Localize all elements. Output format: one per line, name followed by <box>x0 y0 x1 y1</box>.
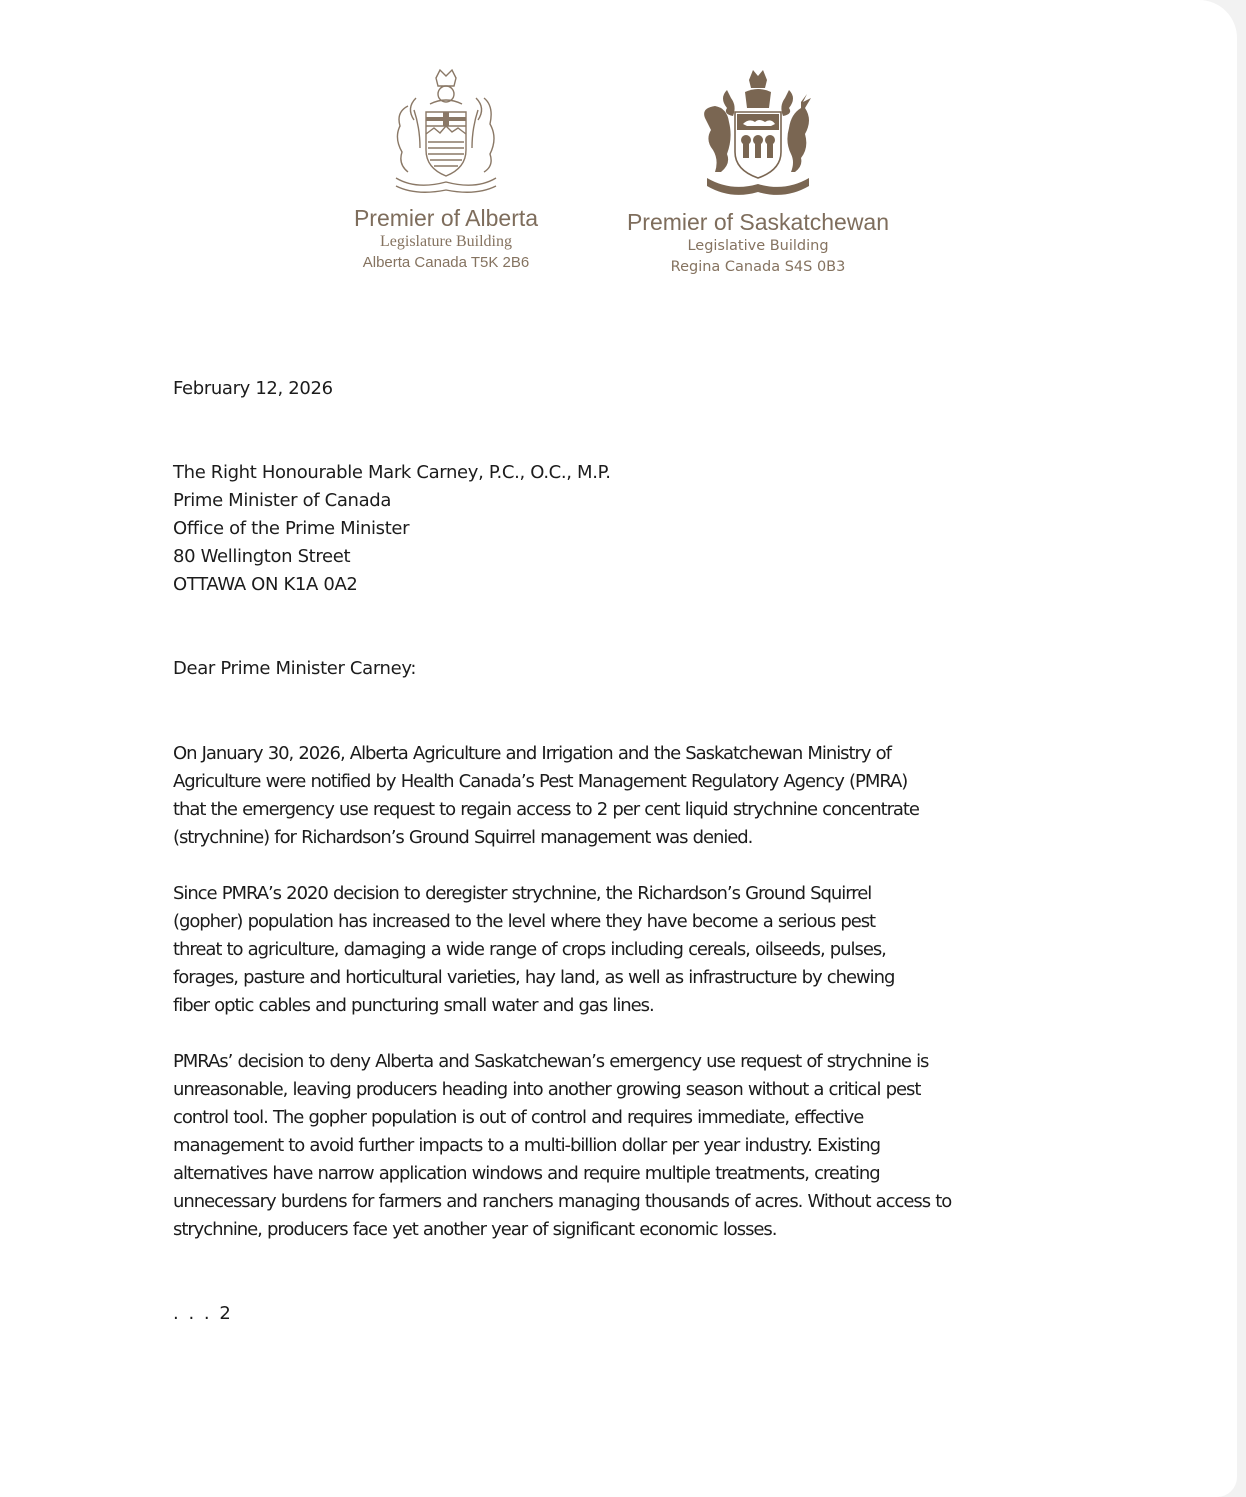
saskatchewan-coat-of-arms-icon <box>697 68 819 200</box>
date-text: February 12, 2026 <box>173 378 333 399</box>
paragraph-1 <box>173 740 919 852</box>
alberta-address: Alberta Canada T5K 2B6 <box>362 254 530 271</box>
saskatchewan-address: Regina Canada S4S 0B3 <box>670 259 846 275</box>
paragraph-2 <box>173 880 894 1020</box>
paragraph-line: strychnine, producers face yet another year of significant economic losses. <box>173 1219 777 1240</box>
recipient-address <box>173 459 611 599</box>
recipient-line: OTTAWA ON K1A 0A2 <box>173 574 358 595</box>
paragraph-line: PMRAs’ decision to deny Alberta and Saskatchewan’s emergency use request of strychnine is <box>173 1051 929 1072</box>
alberta-coat-of-arms-icon <box>386 68 506 196</box>
paragraph-line: control tool. The gopher population is out of control and requires immediate, effective <box>173 1107 864 1128</box>
paragraph-line: alternatives have narrow application windows and require multiple treatments, creating <box>173 1163 880 1184</box>
paragraph-line: unreasonable, leaving producers heading into another growing season without a critical pest <box>173 1079 921 1100</box>
saskatchewan-letterhead <box>608 68 908 278</box>
alberta-letterhead <box>336 68 556 273</box>
paragraph-line: Agriculture were notified by Health Canada’s Pest Management Regulatory Agency (PMRA) <box>173 771 908 792</box>
recipient-line: Prime Minister of Canada <box>173 490 392 511</box>
recipient-line: 80 Wellington Street <box>173 546 351 567</box>
paragraph-line: Since PMRA’s 2020 decision to deregister strychnine, the Richardson’s Ground Squirrel <box>173 883 872 904</box>
paragraph-line: (strychnine) for Richardson’s Ground Squirrel management was denied. <box>173 827 753 848</box>
page-continuation <box>173 1300 233 1328</box>
letter-date <box>173 375 333 403</box>
saskatchewan-premier-title: Premier of Saskatchewan <box>626 209 890 235</box>
recipient-line: Office of the Prime Minister <box>173 518 410 539</box>
paragraph-3 <box>173 1048 951 1244</box>
paragraph-line: that the emergency use request to regain access to 2 per cent liquid strychnine concentrate <box>173 799 919 820</box>
recipient-line: The Right Honourable Mark Carney, P.C., O.C., M.P. <box>173 462 611 483</box>
paragraph-line: On January 30, 2026, Alberta Agriculture and Irrigation and the Saskatchewan Ministry of <box>173 743 891 764</box>
paragraph-line: unnecessary burdens for farmers and ranchers managing thousands of acres. Without access to <box>173 1191 952 1212</box>
paragraph-line: forages, pasture and horticultural varieties, hay land, as well as infrastructure by chewing <box>173 967 895 988</box>
alberta-building: Legislature Building <box>380 233 512 250</box>
paragraph-line: fiber optic cables and puncturing small water and gas lines. <box>173 995 654 1016</box>
alberta-premier-title: Premier of Alberta <box>353 205 539 231</box>
saskatchewan-building: Legislative Building <box>687 238 829 254</box>
paragraph-line: (gopher) population has increased to the level where they have become a serious pest <box>173 911 876 932</box>
salutation-text: Dear Prime Minister Carney: <box>173 658 417 679</box>
paragraph-line: threat to agriculture, damaging a wide range of crops including cereals, oilseeds, pulses, <box>173 939 886 960</box>
continuation-marker: . . . 2 <box>173 1303 233 1324</box>
paragraph-line: management to avoid further impacts to a multi-billion dollar per year industry. Existing <box>173 1135 880 1156</box>
salutation <box>173 655 416 683</box>
letterhead <box>0 68 1237 288</box>
